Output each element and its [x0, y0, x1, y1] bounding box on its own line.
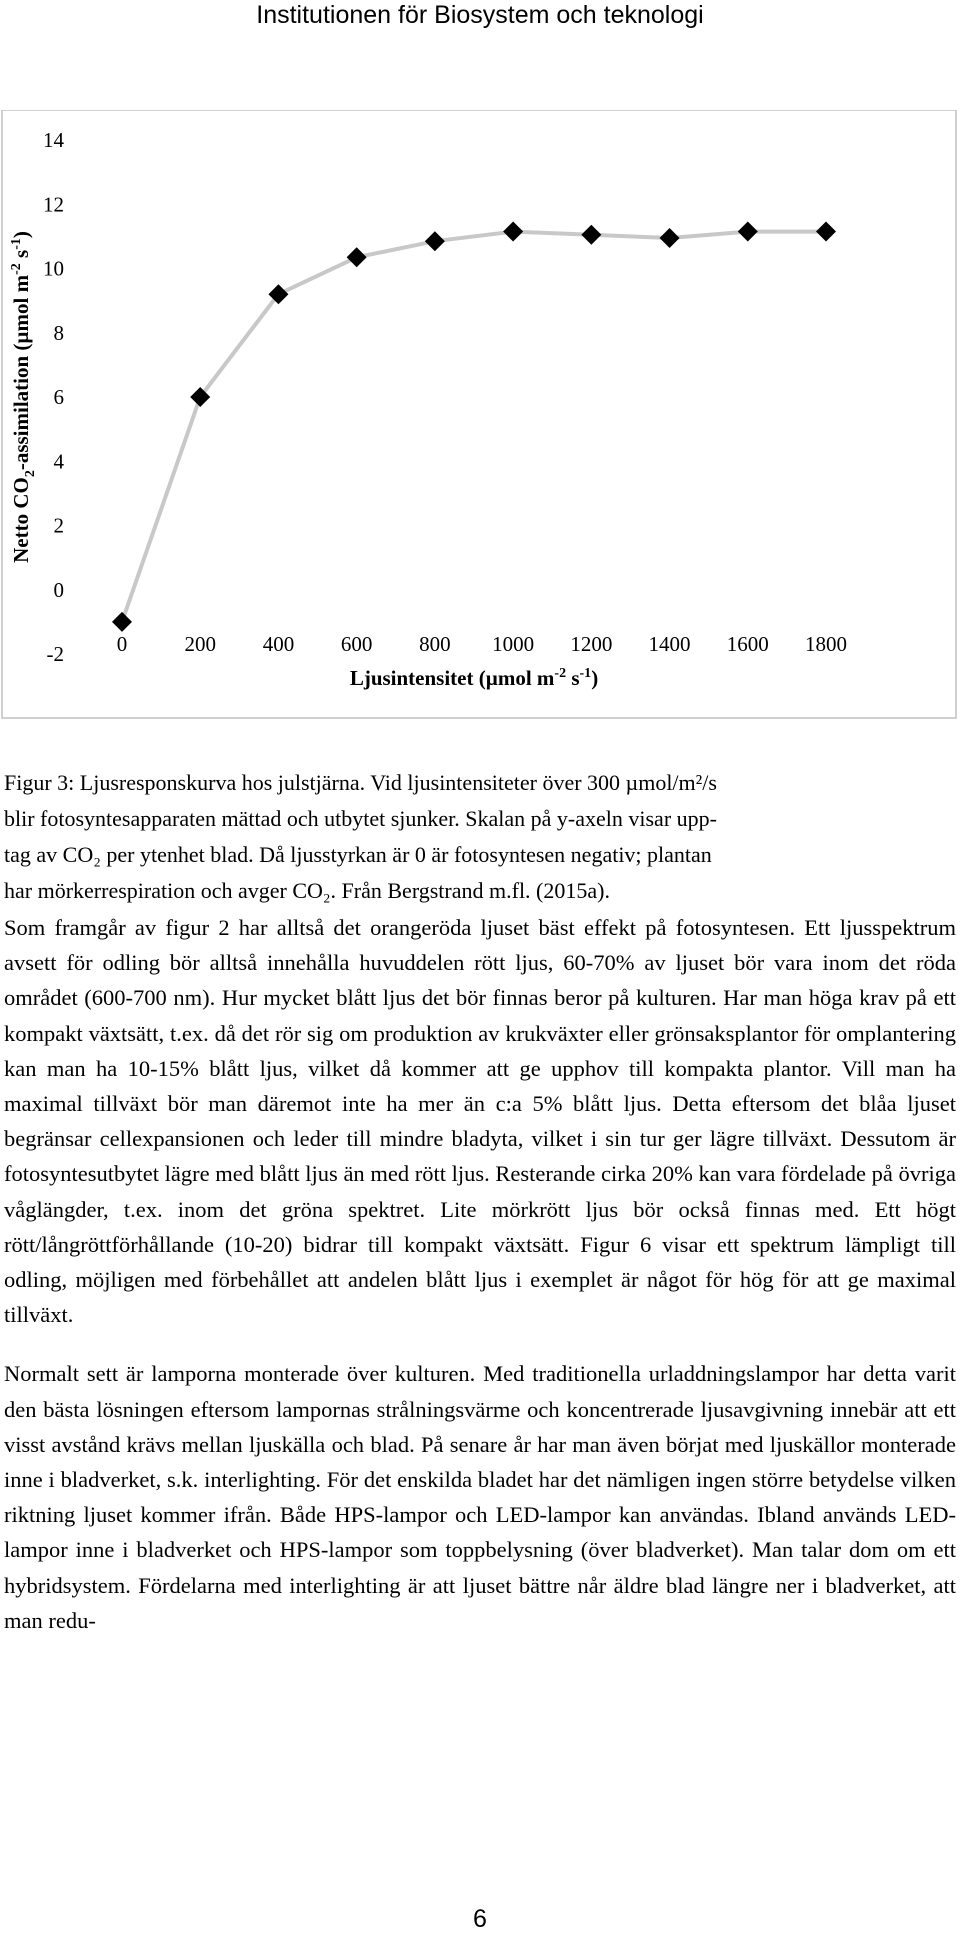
data-point	[581, 225, 601, 245]
page-number: 6	[473, 1905, 487, 1933]
x-tick-label: 200	[184, 632, 216, 656]
paragraph: Som framgår av figur 2 har alltså det orangeröda ljuset bäst effekt på fotosyntesen. Ett ljusspektrum avsett för odling bör alltså innehålla huvuddelen rött ljus, 60-70% av ljuset bör vara inom det röda området (600-700 nm). Hur mycket blått ljus det bör finnas beror på kulturen. Har man höga krav på ett kompakt växtsätt, t.ex. då det rör sig om produktion av krukväxter eller grönsaksplantor för omplantering kan man ha 10-15% blått ljus, vilket då kommer att ge upphov till kompakta plantor. Vill man ha maximal tillväxt bör man däremot inte ha mer än c:a 5% blått ljus. Detta eftersom det blåa ljuset begränsar cellexpansionen och leder till mindre bladyta, vilket i sin tur ger lägre tillväxt. Dessutom är fotosyntesutbytet lägre med blått ljus än med rött ljus. Resterande cirka 20% kan vara fördelade på övriga våglängder, t.ex. inom det gröna spektret. Lite mörkrött ljus bör också finnas med. Ett högt rött/långröttförhållande (10-20) bidrar till kompakt växtsätt. Figur 6 visar ett spektrum lämpligt till odling, möjligen med förbehållet att andelen blått ljus i exemplet är något för hög för att ge maximal tillväxt.	[4, 915, 956, 1328]
data-point	[347, 247, 367, 267]
data-point	[425, 231, 445, 251]
light-response-chart	[0, 110, 960, 720]
paragraph: Normalt sett är lamporna monterade över kulturen. Med traditionella urladdningslampor har detta varit den bästa lösningen eftersom lampornas strålningsvärme och koncentrerade ljusavgivning innebär att ett visst avstånd krävs mellan ljuskälla och blad. På senare år har man även börjat med ljuskällor monterade inne i bladverket, s.k. interlighting. För det enskilda bladet har det nämligen ingen större betydelse vilken riktning ljuset kommer ifrån. Både HPS-lampor och LED-lampor kan användas. Ibland används LED-lampor inne i bladverket och HPS-lampor som toppbelysning (över bladverket). Man talar dom om ett hybridsystem. Fördelarna med interlighting är att ljuset bättre når äldre blad längre ner i bladverket, att man redu-	[4, 1361, 956, 1633]
x-tick-label: 1000	[492, 632, 535, 656]
x-tick-label: 1600	[726, 632, 769, 656]
caption-line: har mörkerrespiration och avger CO₂. Från Bergstrand m.fl. (2015a).	[4, 878, 610, 903]
y-tick-label: 12	[43, 192, 64, 217]
data-point	[738, 222, 758, 242]
y-tick-label: -2	[46, 642, 64, 666]
x-tick-label: 1800	[805, 632, 847, 656]
page-header: Institutionen för Biosystem och teknologi	[256, 1, 704, 29]
caption-line: blir fotosyntesapparaten mättad och utbytet sjunker. Skalan på y-axeln visar upp-	[4, 806, 717, 831]
y-tick-label: 6	[53, 385, 64, 409]
x-tick-label: 800	[419, 632, 451, 656]
figure-caption	[4, 765, 956, 909]
x-axis-title: Ljusintensitet (µmol $m^{-2}$ $s^{-1}$)	[349, 666, 599, 690]
x-tick-label: 400	[262, 632, 295, 656]
body-text	[4, 910, 956, 1662]
data-point	[112, 612, 132, 632]
data-point	[503, 222, 523, 242]
y-tick-label: 10	[43, 256, 64, 281]
y-tick-label: 2	[53, 513, 64, 538]
caption-line: Figur 3: Ljusresponskurva hos julstjärna. Vid ljusintensiteter över 300 µmol/m²/s	[4, 770, 717, 795]
x-tick-label: 1400	[648, 632, 691, 656]
caption-line: tag av CO₂ per ytenhet blad. Då ljusstyrkan är 0 är fotosyntesen negativ; plantan	[4, 842, 712, 867]
y-tick-label: 4	[53, 449, 64, 474]
data-point	[816, 222, 836, 242]
y-tick-label: 0	[53, 577, 64, 602]
y-axis-title: Netto $CO_2$-assimilation (µmol $m^{-2}$ $s^{-1}$)	[9, 231, 38, 563]
x-tick-label: 1200	[570, 632, 613, 656]
y-tick-label: 14	[43, 128, 64, 152]
data-point	[660, 228, 680, 248]
series-line	[122, 232, 826, 622]
x-tick-label: 600	[340, 632, 373, 656]
y-tick-label: 8	[53, 320, 64, 345]
x-tick-label: 0	[116, 632, 128, 656]
